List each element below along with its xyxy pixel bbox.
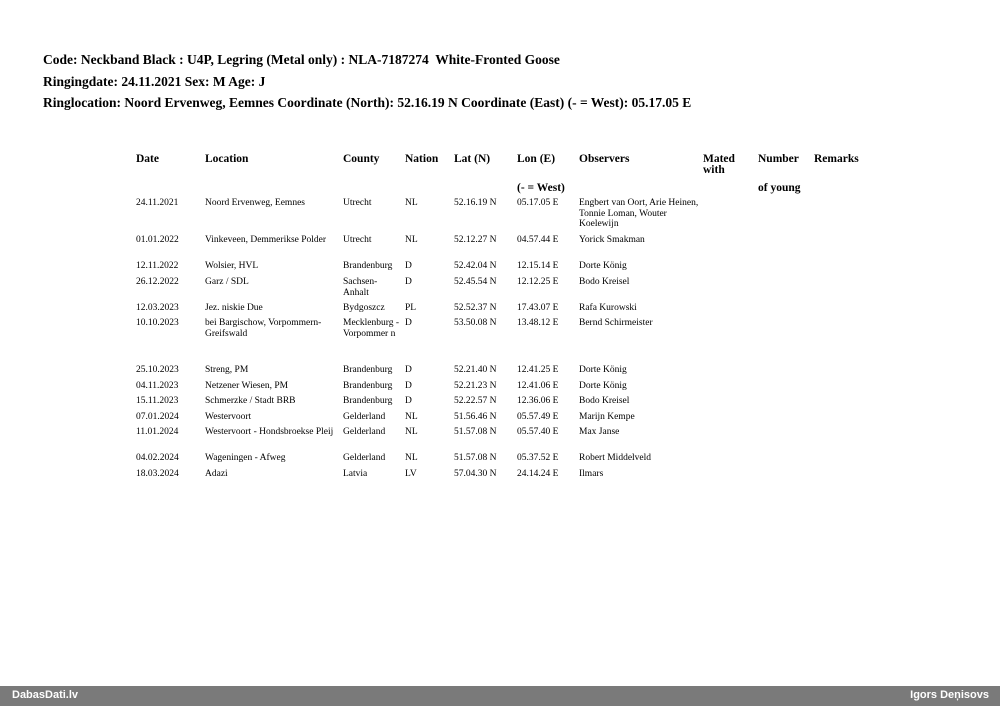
cell-date: 12.11.2022 (136, 261, 179, 271)
cell-county: Utrecht (343, 235, 372, 245)
cell-county: Gelderland (343, 427, 386, 437)
cell-observers: Yorick Smakman (579, 235, 645, 245)
cell-nation: PL (405, 303, 417, 313)
cell-observers: Bodo Kreisel (579, 396, 630, 406)
cell-nation: NL (405, 412, 418, 422)
cell-observers: Bernd Schirmeister (579, 318, 653, 328)
cell-lon: 12.15.14 E (517, 261, 559, 271)
cell-date: 10.10.2023 (136, 318, 179, 328)
column-header-county: County (343, 153, 380, 165)
cell-observers: Rafa Kurowski (579, 303, 637, 313)
cell-nation: NL (405, 235, 418, 245)
cell-location: bei Bargischow, Vorpommern- Greifswald (205, 318, 322, 339)
column-header-mated-with: Mated with (703, 153, 735, 176)
cell-lat: 52.45.54 N (454, 277, 497, 287)
cell-lon: 05.57.49 E (517, 412, 559, 422)
cell-location: Jez. niskie Due (205, 303, 263, 313)
cell-county: Brandenburg (343, 396, 393, 406)
cell-lon: 05.17.05 E (517, 198, 559, 208)
cell-date: 04.11.2023 (136, 381, 179, 391)
cell-location: Streng, PM (205, 365, 249, 375)
cell-observers: Dorte König (579, 261, 627, 271)
column-header-nation: Nation (405, 153, 439, 165)
cell-observers: Bodo Kreisel (579, 277, 630, 287)
header-ringing-line: Ringingdate: 24.11.2021 Sex: M Age: J (43, 74, 266, 89)
footer-author: Igors Deņisovs (910, 689, 989, 701)
cell-date: 24.11.2021 (136, 198, 179, 208)
cell-lat: 52.12.27 N (454, 235, 497, 245)
cell-location: Schmerzke / Stadt BRB (205, 396, 296, 406)
cell-observers: Marijn Kempe (579, 412, 635, 422)
cell-observers: Robert Middelveld (579, 453, 652, 463)
cell-observers: Max Janse (579, 427, 620, 437)
cell-county: Latvia (343, 469, 368, 479)
cell-nation: NL (405, 198, 418, 208)
cell-county: Bydgoszcz (343, 303, 385, 313)
column-header-remarks: Remarks (814, 153, 859, 165)
cell-lat: 51.56.46 N (454, 412, 497, 422)
cell-lon: 05.37.52 E (517, 453, 559, 463)
cell-lon: 13.48.12 E (517, 318, 559, 328)
cell-county: Gelderland (343, 412, 386, 422)
cell-lon: 12.41.06 E (517, 381, 559, 391)
cell-lon: 12.12.25 E (517, 277, 559, 287)
cell-location: Wageningen - Afweg (205, 453, 286, 463)
cell-observers: Dorte König (579, 365, 627, 375)
cell-lon: 12.41.25 E (517, 365, 559, 375)
column-header-location: Location (205, 153, 249, 165)
cell-lon: 04.57.44 E (517, 235, 559, 245)
cell-nation: D (405, 381, 412, 391)
cell-nation: NL (405, 427, 418, 437)
cell-lon: 05.57.40 E (517, 427, 559, 437)
cell-observers: Ilmars (579, 469, 604, 479)
column-header-lat: Lat (N) (454, 153, 491, 165)
cell-observers: Engbert van Oort, Arie Heinen, Tonnie Loman, Wouter Koelewijn (579, 198, 699, 229)
cell-location: Westervoort (205, 412, 252, 422)
cell-lat: 52.21.40 N (454, 365, 497, 375)
cell-lat: 57.04.30 N (454, 469, 497, 479)
cell-location: Westervoort - Hondsbroekse Pleij (205, 427, 334, 437)
cell-lat: 51.57.08 N (454, 427, 497, 437)
footer-bar (0, 686, 1000, 706)
cell-lon: 17.43.07 E (517, 303, 559, 313)
cell-county: Brandenburg (343, 261, 393, 271)
cell-nation: D (405, 318, 412, 328)
cell-nation: D (405, 396, 412, 406)
cell-lat: 52.52.37 N (454, 303, 497, 313)
footer-site-name: DabasDati.lv (12, 689, 79, 701)
cell-observers: Dorte König (579, 381, 627, 391)
cell-lat: 51.57.08 N (454, 453, 497, 463)
column-header-number: Number (758, 153, 799, 165)
header-code-line: Code: Neckband Black : U4P, Legring (Metal only) : NLA-7187274 White-Fronted Goose (43, 52, 560, 67)
cell-date: 04.02.2024 (136, 453, 179, 463)
cell-date: 26.12.2022 (136, 277, 179, 287)
column-header-date: Date (136, 153, 159, 165)
cell-date: 25.10.2023 (136, 365, 179, 375)
cell-location: Garz / SDL (205, 277, 249, 287)
cell-county: Brandenburg (343, 381, 393, 391)
cell-county: Utrecht (343, 198, 372, 208)
cell-lat: 52.21.23 N (454, 381, 497, 391)
column-header-lon-note: (- = West) (517, 182, 565, 194)
cell-location: Wolsier, HVL (205, 261, 259, 271)
cell-location: Noord Ervenweg, Eemnes (205, 198, 305, 208)
cell-date: 12.03.2023 (136, 303, 179, 313)
cell-nation: D (405, 261, 412, 271)
column-header-number-note: of young (758, 182, 801, 194)
cell-lat: 52.22.57 N (454, 396, 497, 406)
column-header-lon: Lon (E) (517, 153, 556, 165)
cell-county: Brandenburg (343, 365, 393, 375)
cell-nation: D (405, 365, 412, 375)
cell-date: 11.01.2024 (136, 427, 179, 437)
cell-lat: 53.50.08 N (454, 318, 497, 328)
cell-county: Gelderland (343, 453, 386, 463)
cell-location: Vinkeveen, Demmerikse Polder (205, 235, 327, 245)
cell-date: 01.01.2022 (136, 235, 179, 245)
cell-nation: NL (405, 453, 418, 463)
cell-county: Mecklenburg - Vorpommer n (343, 318, 400, 339)
cell-county: Sachsen-Anhalt (343, 277, 378, 298)
cell-lat: 52.42.04 N (454, 261, 497, 271)
header-ringlocation-line: Ringlocation: Noord Ervenweg, Eemnes Coordinate (North): 52.16.19 N Coordinate (East) (- = West): 05.17.05 E (43, 95, 692, 110)
column-header-observers: Observers (579, 153, 630, 165)
cell-lon: 24.14.24 E (517, 469, 559, 479)
cell-date: 07.01.2024 (136, 412, 179, 422)
cell-lon: 12.36.06 E (517, 396, 559, 406)
cell-date: 15.11.2023 (136, 396, 179, 406)
cell-location: Netzener Wiesen, PM (205, 381, 289, 391)
cell-location: Adazi (205, 469, 228, 479)
cell-lat: 52.16.19 N (454, 198, 497, 208)
cell-nation: LV (405, 469, 417, 479)
cell-nation: D (405, 277, 412, 287)
cell-date: 18.03.2024 (136, 469, 179, 479)
